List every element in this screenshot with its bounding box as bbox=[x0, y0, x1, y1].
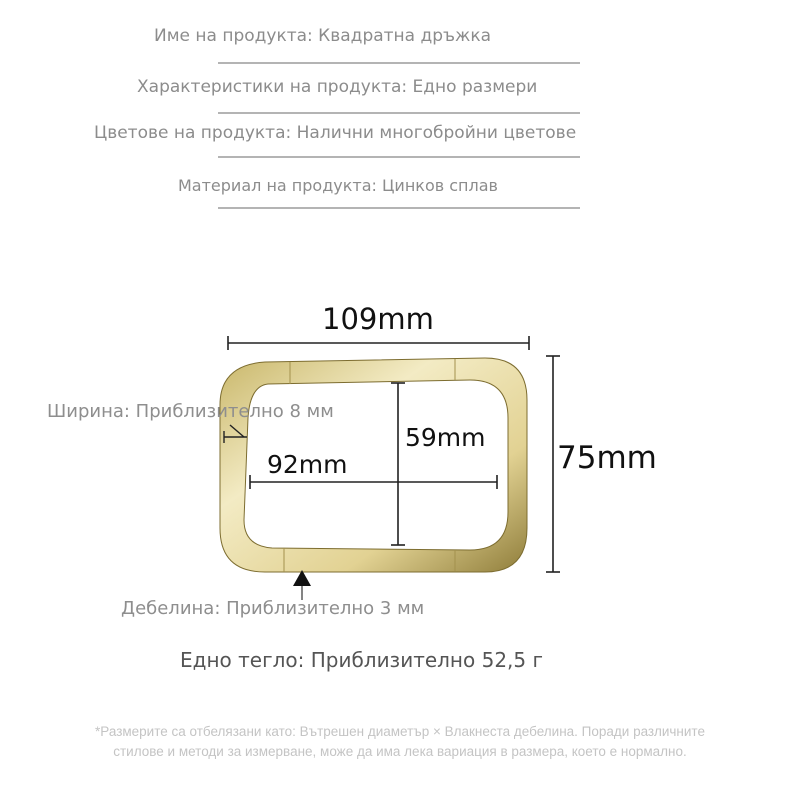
width-note: Ширина: Приблизително 8 мм bbox=[47, 401, 334, 422]
thickness-note: Дебелина: Приблизително 3 мм bbox=[121, 598, 425, 619]
spec-product-colors: Цветове на продукта: Налични многобройни цветове bbox=[94, 123, 577, 143]
spec-product-features: Характеристики на продукта: Едно размери bbox=[137, 77, 538, 97]
inner-height-dimension bbox=[391, 383, 405, 545]
inner-height-label: 59mm bbox=[405, 423, 486, 452]
outer-width-label: 109mm bbox=[322, 302, 434, 336]
inner-width-label: 92mm bbox=[267, 450, 348, 479]
outer-height-label: 75mm bbox=[557, 440, 657, 476]
outer-width-dimension bbox=[228, 336, 529, 350]
footer-line-2: стилове и методи за измерване, може да има лека вариация в размера, което е нормално. bbox=[113, 744, 687, 759]
thickness-arrow-icon bbox=[293, 570, 311, 600]
footer-note bbox=[0, 722, 800, 762]
spec-product-material: Материал на продукта: Цинков сплав bbox=[178, 176, 498, 195]
spec-product-name: Име на продукта: Квадратна дръжка bbox=[154, 26, 492, 46]
weight-label: Едно тегло: Приблизително 52,5 г bbox=[180, 648, 543, 672]
footer-line-1: *Размерите са отбелязани като: Вътрешен диаметър × Влакнеста дебелина. Поради различните bbox=[95, 724, 705, 739]
